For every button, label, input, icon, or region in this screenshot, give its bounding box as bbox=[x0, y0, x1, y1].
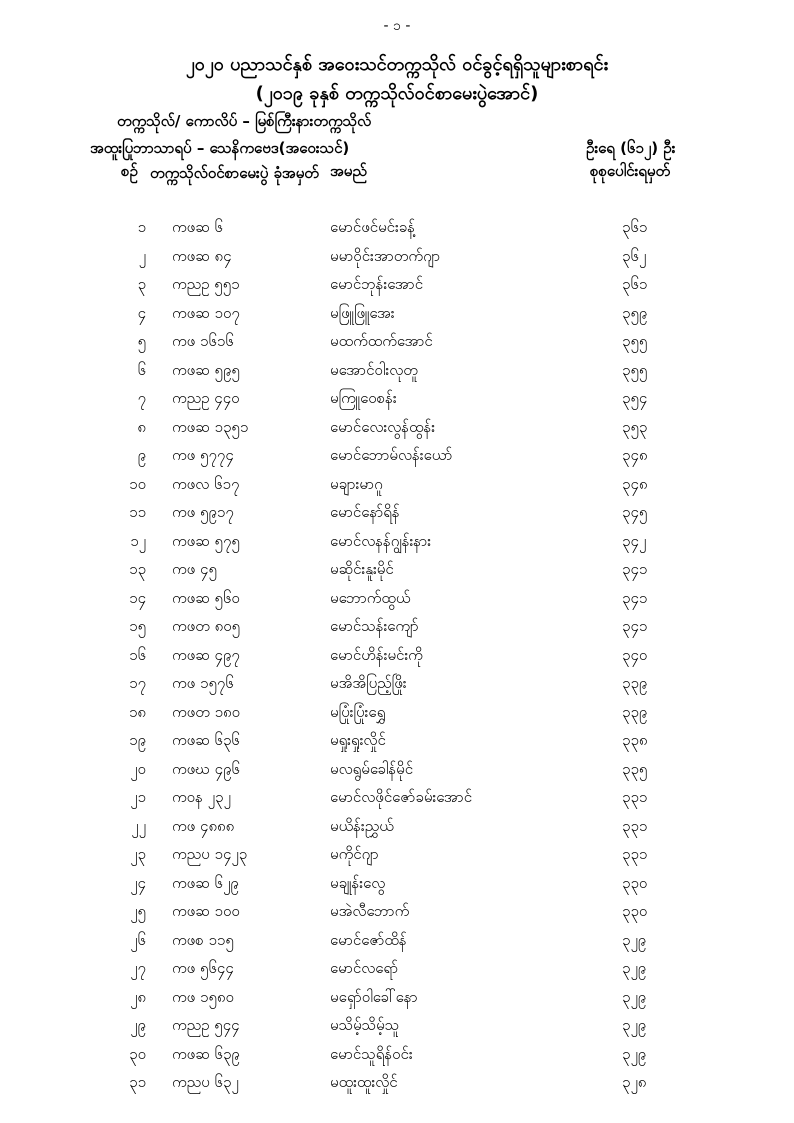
roll-number: ကဖတ ၁၈၀ bbox=[172, 702, 241, 721]
roll-number: ကဖ ၁၆၁၆ bbox=[172, 332, 234, 350]
row-number: ၂၁ bbox=[130, 788, 146, 806]
roll-number: ကဖ ၅၉၁၇ bbox=[172, 503, 234, 521]
roll-number: ကဖဆ ၆၃၆ bbox=[172, 731, 240, 749]
header-no: စဉ် bbox=[121, 162, 138, 180]
roll-number: ကဖဃ ၄၉၆ bbox=[172, 759, 240, 778]
student-name: မထူးထူးလှိုင် bbox=[330, 1073, 398, 1091]
row-number: ၅ bbox=[137, 332, 146, 350]
student-name: မချုန်းလွေ bbox=[330, 873, 386, 892]
total-marks: ၃၃၉ bbox=[622, 702, 648, 721]
table-row bbox=[0, 243, 794, 272]
roll-number: ကဖစ ၁၁၅ bbox=[172, 930, 234, 949]
row-number: ၂၀ bbox=[130, 759, 146, 778]
row-number: ၉ bbox=[137, 446, 146, 464]
row-number: ၁၂ bbox=[130, 531, 146, 550]
total-marks: ၃၄၂ bbox=[622, 531, 647, 550]
student-name: မလရွမ်ခေါန်မိုင် bbox=[330, 759, 414, 778]
table-row bbox=[0, 955, 794, 984]
student-name: မောင်သူရိန်ဝင်း bbox=[330, 1044, 413, 1063]
header-marks: စုစုပေါင်းရမှတ် bbox=[590, 162, 671, 180]
student-name: မရှော်ဝါခေါ်နော bbox=[330, 987, 418, 1006]
row-number: ၂၇ bbox=[130, 959, 146, 977]
student-name: မရှုးရှုးလှိုင် bbox=[330, 731, 386, 749]
university-line: တက္ကသိုလ်/ ကောလိပ် – မြစ်ကြီးနားတက္ကသိုလ် bbox=[117, 112, 372, 130]
table-row bbox=[0, 414, 794, 443]
student-name: မောင်ဇော်ထိန် bbox=[330, 930, 407, 949]
student-name: မကိုင်ဂျာ bbox=[330, 845, 379, 863]
roll-number: ကဖ ၅၇၇၄ bbox=[172, 446, 234, 464]
table-row bbox=[0, 471, 794, 500]
table-row bbox=[0, 528, 794, 557]
total-marks: ၃၅၅ bbox=[622, 360, 648, 379]
table-row bbox=[0, 214, 794, 243]
row-number: ၂၈ bbox=[130, 987, 146, 1006]
roll-number: ကဖဆ ၁၃၅၁ bbox=[172, 417, 249, 436]
student-name: မအဲလီဘောက် bbox=[330, 902, 410, 920]
total-marks: ၃၄၅ bbox=[622, 503, 648, 521]
row-number: ၁၅ bbox=[129, 617, 146, 635]
roll-number: ကဖဆ ၁၀၀ bbox=[172, 902, 240, 920]
total-marks: ၃၃၁ bbox=[622, 845, 648, 863]
roll-number: ကဖဆ ၁၀၇ bbox=[172, 303, 240, 322]
row-number: ၁၃ bbox=[129, 560, 146, 578]
page-number: - ၁ - bbox=[383, 18, 411, 34]
table-row bbox=[0, 984, 794, 1013]
total-marks: ၃၄၁ bbox=[622, 617, 648, 635]
total-marks: ၃၃၁ bbox=[622, 816, 648, 835]
table-row bbox=[0, 613, 794, 642]
table-row bbox=[0, 670, 794, 699]
total-marks: ၃၅၄ bbox=[622, 389, 648, 407]
roll-number: ကဖဆ ၄၉၇ bbox=[172, 645, 240, 664]
student-name: မဆိုင်းနူးမိုင် bbox=[330, 560, 394, 578]
student-name: မချားမာဂူ bbox=[330, 474, 383, 493]
table-row bbox=[0, 727, 794, 756]
roll-number: ကဖ ၅၆၄၄ bbox=[172, 959, 234, 977]
header-name: အမည် bbox=[330, 162, 367, 180]
row-number: ၁၄ bbox=[129, 588, 146, 607]
student-name: မောင်လနန်ဂျွန်းနား bbox=[330, 531, 432, 550]
row-number: ၂၅ bbox=[130, 902, 146, 920]
total-marks: ၃၃၈ bbox=[622, 731, 648, 749]
student-name: မောင်လဖိုင်ဇော်ခမ်းအောင် bbox=[330, 788, 473, 806]
roll-number: ကဖ ၁၅၈၀ bbox=[172, 987, 234, 1006]
row-number: ၁ bbox=[137, 218, 146, 236]
table-row bbox=[0, 499, 794, 528]
roll-number: ကညဥ ၅၅၁ bbox=[172, 275, 240, 293]
roll-number: ကဖဆ ၆၂၉ bbox=[172, 873, 239, 892]
row-number: ၇ bbox=[137, 389, 146, 407]
student-name: မထက်ထက်အောင် bbox=[330, 332, 433, 350]
total-marks: ၃၄၈ bbox=[622, 474, 648, 493]
roll-number: ကညပ ၁၄၂၃ bbox=[172, 845, 248, 863]
total-marks: ၃၂၉ bbox=[622, 959, 647, 977]
table-row bbox=[0, 385, 794, 414]
row-number: ၂၄ bbox=[130, 873, 146, 892]
student-name: မအောင်ဝါးလုတူ bbox=[330, 360, 418, 379]
row-number: ၂၃ bbox=[130, 845, 146, 863]
student-name: မသိမ့်သိမ့်သူ bbox=[330, 1016, 400, 1034]
table-row bbox=[0, 442, 794, 471]
roll-number: ကဖဆ ၅၆၀ bbox=[172, 588, 240, 607]
roll-number: ကဖ ၄၅ bbox=[172, 560, 217, 578]
total-marks: ၃၄၁ bbox=[622, 560, 648, 578]
results-table bbox=[0, 214, 794, 1098]
row-number: ၃၀ bbox=[129, 1044, 146, 1063]
row-number: ၆ bbox=[137, 360, 146, 379]
row-number: ၁၀ bbox=[129, 474, 146, 493]
total-marks: ၃၅၉ bbox=[622, 303, 648, 322]
table-row bbox=[0, 642, 794, 671]
table-row bbox=[0, 841, 794, 870]
total-marks: ၃၅၅ bbox=[622, 332, 648, 350]
table-row bbox=[0, 1041, 794, 1070]
total-marks: ၃၄၀ bbox=[622, 645, 648, 664]
student-name: မဖြူဖြူအေး bbox=[330, 303, 395, 322]
student-name: မောင်နော်ရိန် bbox=[330, 503, 400, 521]
table-row bbox=[0, 813, 794, 842]
student-name: မဘောက်ထွယ် bbox=[330, 588, 411, 607]
row-number: ၂၆ bbox=[130, 930, 146, 949]
row-number: ၄ bbox=[137, 303, 146, 322]
major-line: အထူးပြုဘာသာရပ် – သေနိကဗေဒ(အဝေးသင်) bbox=[90, 139, 350, 157]
row-number: ၃၁ bbox=[129, 1073, 146, 1091]
table-row bbox=[0, 300, 794, 329]
total-marks: ၃၄၁ bbox=[622, 588, 648, 607]
total-marks: ၃၃၀ bbox=[622, 873, 648, 892]
table-row bbox=[0, 1012, 794, 1041]
row-number: ၂၂ bbox=[131, 816, 146, 835]
student-name: မယိန်းညွှယ် bbox=[330, 816, 394, 835]
student-name: မပြုံးပြုံးရွှေ bbox=[330, 702, 386, 721]
total-marks: ၃၃၀ bbox=[622, 902, 648, 920]
total-marks: ၃၆၁ bbox=[622, 218, 648, 236]
row-number: ၁၇ bbox=[129, 674, 146, 692]
row-number: ၁၈ bbox=[128, 702, 146, 721]
roll-number: ကဖတ ၈၀၅ bbox=[172, 617, 241, 635]
total-marks: ၃၆၂ bbox=[622, 246, 647, 265]
document-title: ၂၀၂၀ ပညာသင်နှစ် အဝေးသင်တက္ကသိုလ် ဝင်ခွင့်ရရှိသူများစာရင်း bbox=[185, 54, 609, 75]
total-marks: ၃၅၃ bbox=[622, 417, 648, 436]
roll-number: ကဖဆ ၈၄ bbox=[172, 246, 232, 265]
roll-number: ကဖဆ ၅၇၅ bbox=[172, 531, 240, 550]
table-row bbox=[0, 927, 794, 956]
total-marks: ၃၂၉ bbox=[622, 1044, 647, 1063]
student-name: မောင်လေးလွန်ထွန်း bbox=[330, 417, 436, 436]
roll-number: ကညဥ ၅၄၄ bbox=[172, 1016, 240, 1034]
roll-number: ကဝန ၂၃၂ bbox=[172, 788, 231, 806]
table-row bbox=[0, 898, 794, 927]
roll-number: ကဖဆ ၆ bbox=[172, 218, 223, 236]
row-number: ၁၉ bbox=[129, 731, 146, 749]
roll-number: ကဖဆ ၆၃၉ bbox=[172, 1044, 240, 1063]
table-row bbox=[0, 585, 794, 614]
student-name: မမာဝိုင်းအာတက်ဂျာ bbox=[330, 246, 441, 265]
roll-number: ကဖဆ ၅၉၅ bbox=[172, 360, 240, 379]
row-number: ၁၁ bbox=[129, 503, 146, 521]
row-number: ၈ bbox=[137, 417, 146, 436]
table-row bbox=[0, 699, 794, 728]
table-row bbox=[0, 756, 794, 785]
table-row bbox=[0, 784, 794, 813]
total-marks: ၃၂၈ bbox=[622, 1073, 647, 1091]
student-name: မောင်ဘောမ်လန်းယော် bbox=[330, 446, 453, 464]
student-name: မောင်ဟိန်းမင်းကို bbox=[330, 645, 423, 664]
roll-number: ကဖလ ၆၁၇ bbox=[172, 474, 240, 493]
document-subtitle: (၂၀၁၉ ခုနှစ် တက္ကသိုလ်ဝင်စာမေးပွဲအောင်) bbox=[255, 83, 539, 104]
row-number: ၂၉ bbox=[130, 1016, 146, 1034]
roll-number: ကညပ ၆၃၂ bbox=[172, 1073, 239, 1091]
total-marks: ၃၆၁ bbox=[622, 275, 648, 293]
roll-number: ကဖ ၁၅၇၆ bbox=[172, 674, 234, 692]
student-name: မောင်ဘုန်းအောင် bbox=[330, 275, 424, 293]
student-name: မကြူဝေစန်း bbox=[330, 389, 397, 407]
student-name: မအိအိပြည့်ဖြိုး bbox=[330, 674, 407, 692]
total-marks: ၃၂၉ bbox=[622, 1016, 647, 1034]
table-row bbox=[0, 357, 794, 386]
student-name: မောင်သန်းကျော် bbox=[330, 617, 419, 635]
row-number: ၂ bbox=[138, 246, 146, 265]
row-number: ၁၆ bbox=[129, 645, 146, 664]
total-marks: ၃၂၉ bbox=[622, 987, 647, 1006]
header-roll: တက္ကသိုလ်ဝင်စာမေးပွဲ ခုံအမှတ် bbox=[150, 164, 319, 182]
count-line: ဦးရေ (၆၁၂) ဦး bbox=[586, 139, 676, 157]
table-row bbox=[0, 328, 794, 357]
total-marks: ၃၃၉ bbox=[622, 674, 648, 692]
student-name: မောင်ဖင်မင်းခန့် bbox=[330, 218, 415, 236]
table-row bbox=[0, 271, 794, 300]
table-row bbox=[0, 556, 794, 585]
roll-number: ကဖ ၄၈၈၈ bbox=[172, 816, 235, 835]
table-row bbox=[0, 870, 794, 899]
student-name: မောင်လရော် bbox=[330, 959, 399, 977]
row-number: ၃ bbox=[137, 275, 146, 293]
table-row bbox=[0, 1069, 794, 1098]
total-marks: ၃၃၅ bbox=[622, 759, 648, 778]
roll-number: ကညဥ ၄၄၀ bbox=[172, 389, 240, 407]
total-marks: ၃၃၁ bbox=[622, 788, 648, 806]
total-marks: ၃၂၉ bbox=[622, 930, 647, 949]
total-marks: ၃၄၈ bbox=[622, 446, 648, 464]
